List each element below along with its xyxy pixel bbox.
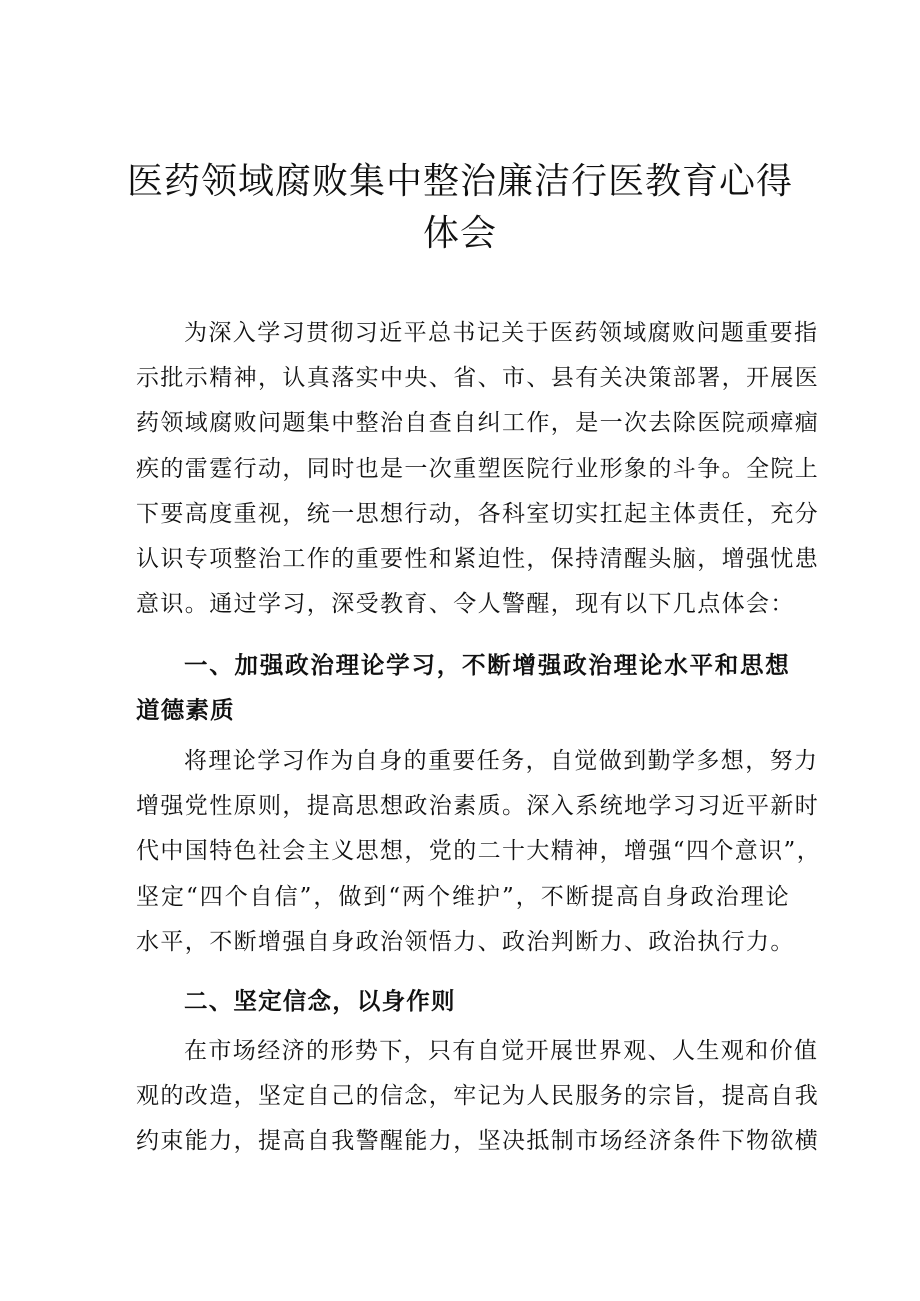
- intro-line-4: 疾的雷霆行动，同时也是一次重塑医院行业形象的斗争。全院上: [136, 455, 820, 482]
- section-1-line-3: 代中国特色社会主义思想，党的二十大精神，增强“四个意识”，: [136, 838, 822, 865]
- document-title: [120, 156, 800, 260]
- intro-line-5: 下要高度重视，统一思想行动，各科室切实扛起主体责任，充分: [136, 500, 820, 527]
- section-1-line-4: 坚定“四个自信”，做到“两个维护”，不断提高自身政治理论: [136, 883, 790, 910]
- section-2-line-2: 观的改造，坚定自己的信念，牢记为人民服务的宗旨，提高自我: [136, 1083, 820, 1110]
- intro-line-1: 为深入学习贯彻习近平总书记关于医药领域腐败问题重要指: [184, 320, 819, 346]
- section-2-heading-line-1: 二、坚定信念，以身作则: [184, 987, 456, 1015]
- intro-line-2: 示批示精神，认真落实中央、省、市、县有关决策部署，开展医: [136, 365, 820, 392]
- intro-line-7: 意识。通过学习，深受教育、令人警醒，现有以下几点体会：: [136, 591, 795, 618]
- section-1-heading: [136, 643, 790, 733]
- section-2-line-1: 在市场经济的形势下，只有自觉开展世界观、人生观和价值: [184, 1038, 819, 1064]
- section-1-line-1: 将理论学习作为自身的重要任务，自觉做到勤学多想，努力: [184, 748, 819, 774]
- intro-line-6: 认识专项整治工作的重要性和紧迫性，保持清醒头脑，增强忧患: [136, 546, 820, 573]
- section-1-paragraph: [136, 739, 822, 965]
- section-2-line-3: 约束能力，提高自我警醒能力，坚决抵制市场经济条件下物欲横: [136, 1128, 820, 1155]
- section-1-heading-line-1: 一、加强政治理论学习，不断增强政治理论水平和思想: [184, 651, 790, 679]
- intro-paragraph: [136, 311, 820, 627]
- title-line-1: 医药领域腐败集中整治廉洁行医教育心得: [126, 161, 793, 202]
- section-1-heading-line-2: 道德素质: [136, 696, 235, 725]
- section-1-line-5: 水平，不断增强自身政治领悟力、政治判断力、政治执行力。: [136, 928, 795, 955]
- title-line-2: 体会: [422, 213, 497, 254]
- section-2-heading: [136, 979, 790, 1024]
- section-1-line-2: 增强党性原则，提高思想政治素质。深入系统地学习习近平新时: [136, 793, 820, 820]
- intro-line-3: 药领域腐败问题集中整治自查自纠工作，是一次去除医院顽瘴痼: [136, 410, 820, 437]
- section-2-paragraph: [136, 1029, 820, 1165]
